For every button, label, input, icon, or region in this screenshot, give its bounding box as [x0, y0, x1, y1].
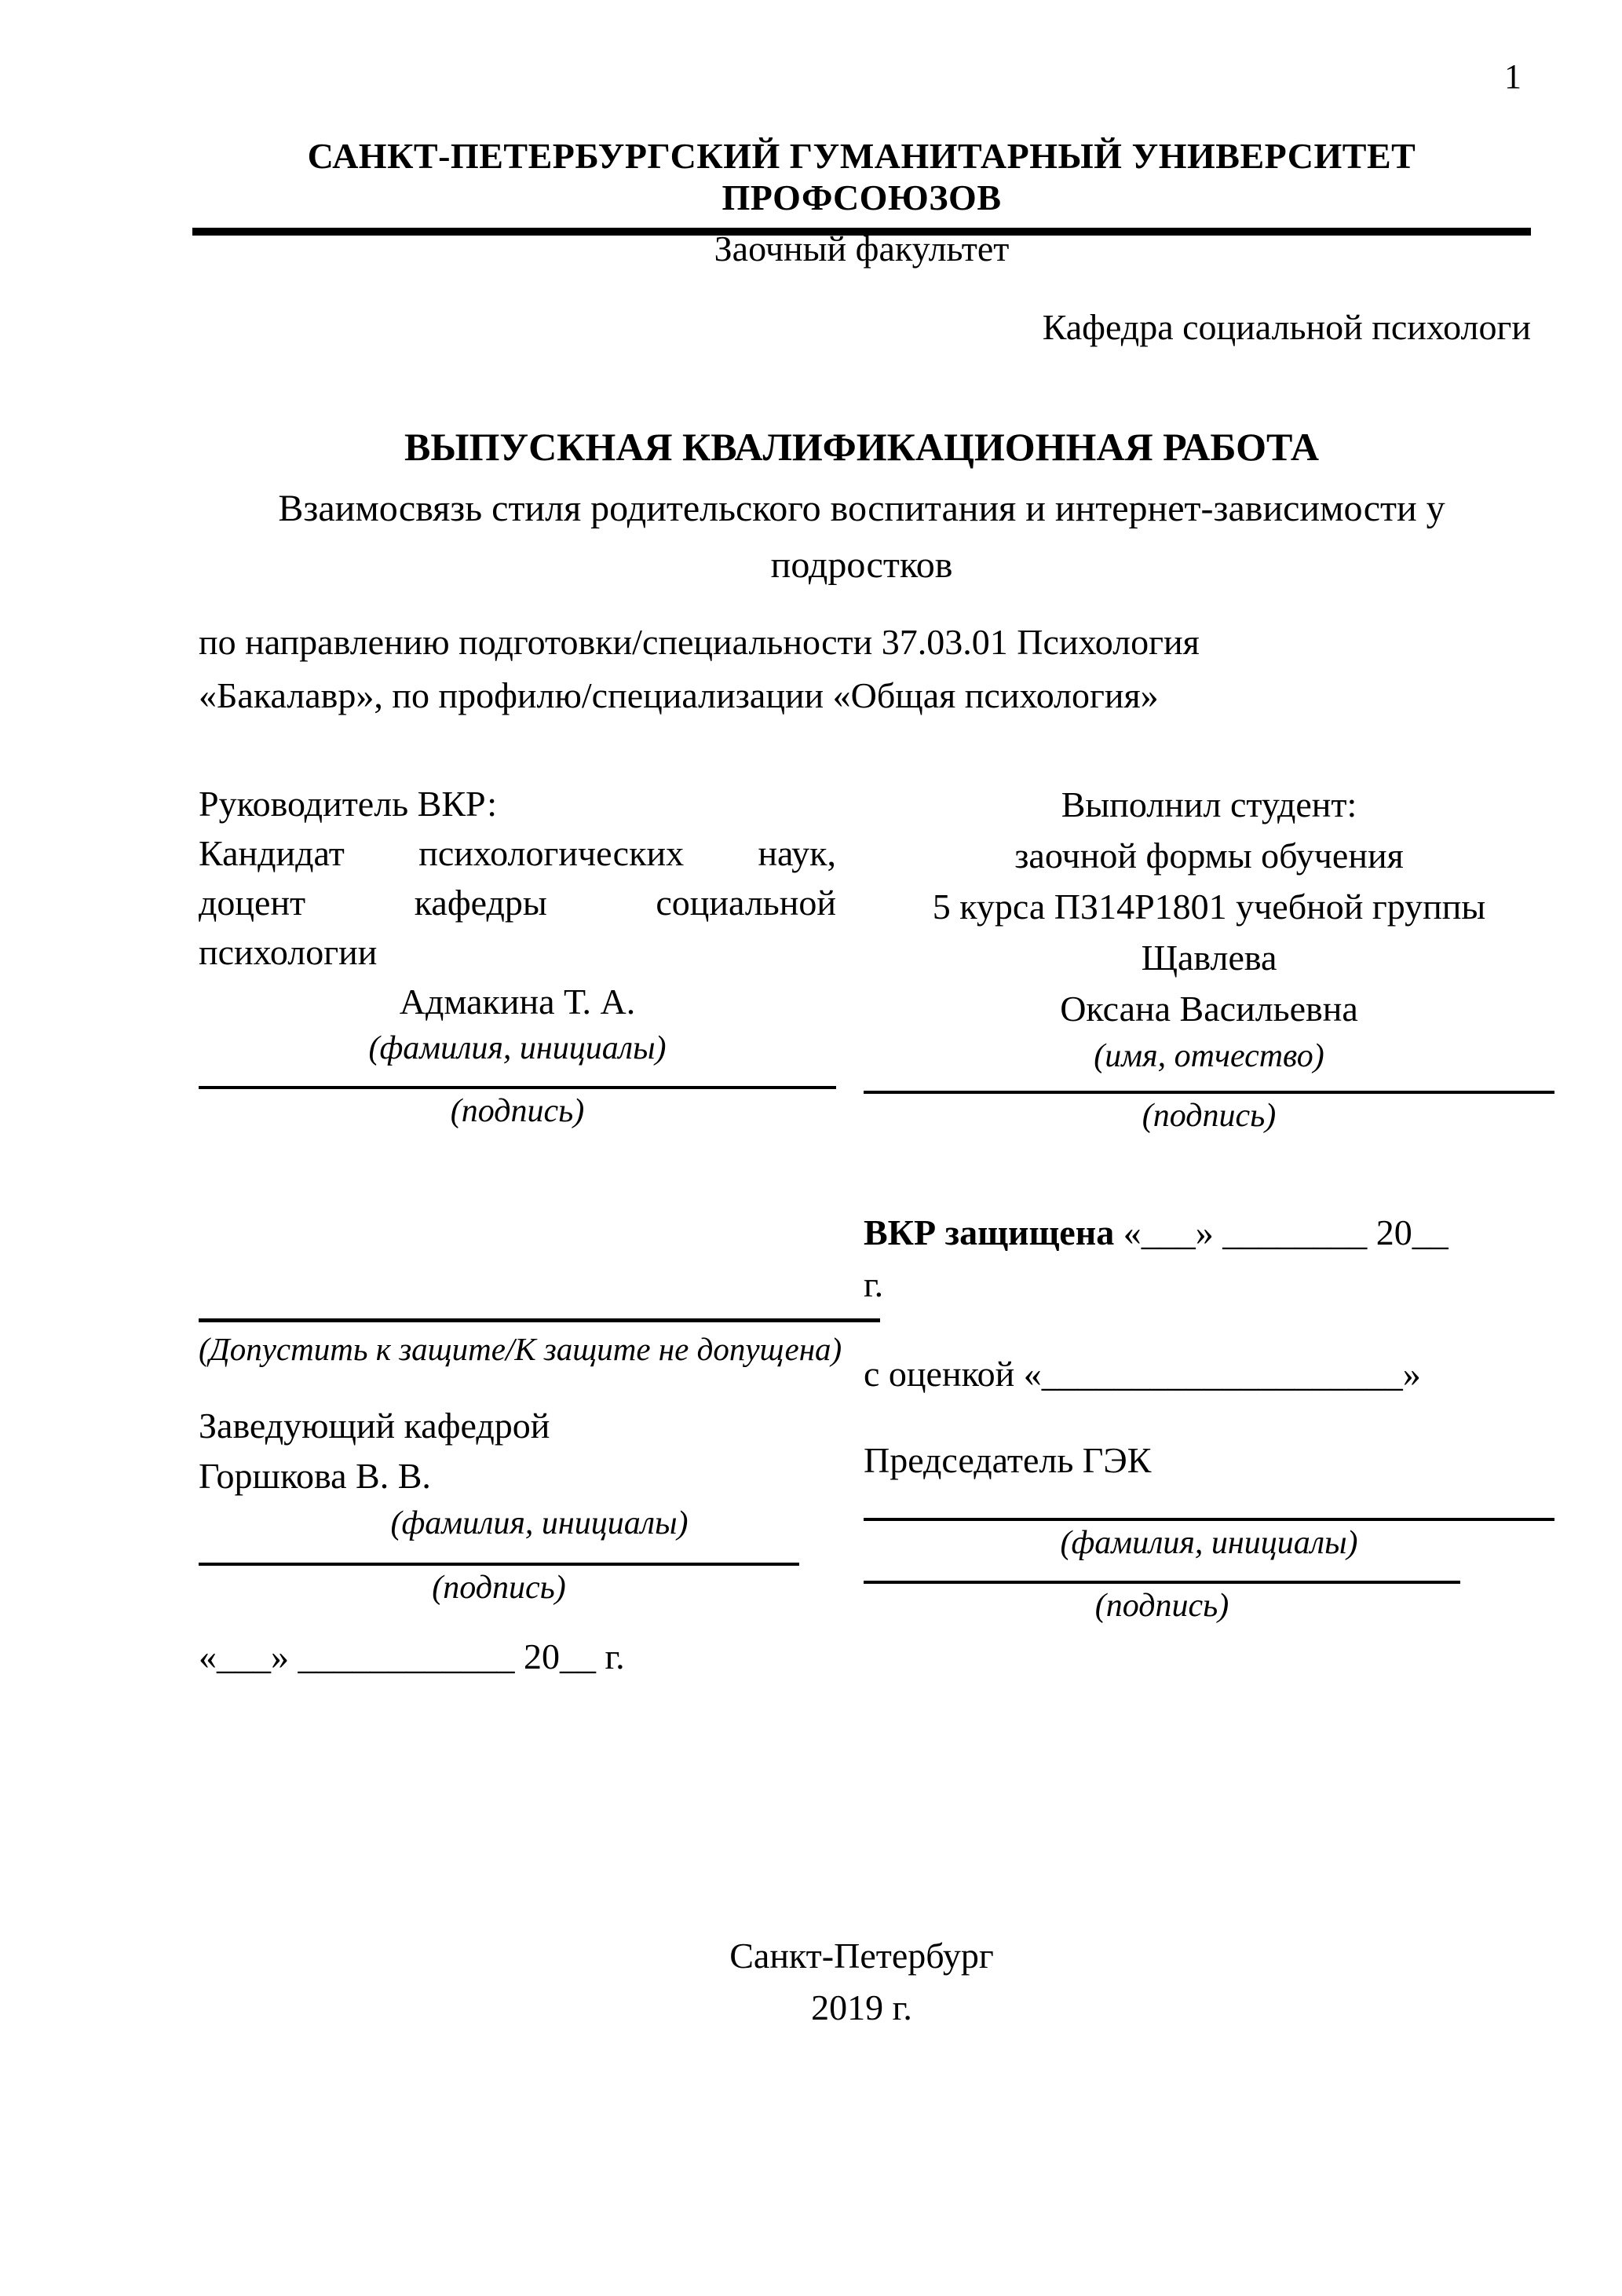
work-subtitle-line2: подростков	[770, 544, 953, 586]
supervisor-signature-caption: (подпись)	[450, 1093, 585, 1129]
chairman-name-line	[864, 1486, 1554, 1521]
direction-block	[199, 616, 1533, 722]
defense-block	[864, 1207, 1554, 1628]
degree-word: доцент	[199, 883, 306, 923]
work-subtitle-line1: Взаимосвязь стиля родительского воспитания и интернет-зависимости у	[278, 488, 1445, 529]
student-line: Щавлева	[1141, 938, 1277, 978]
admission-caption: (Допустить к защите/К защите не допущена)	[199, 1331, 842, 1367]
direction-line2: «Бакалавр», по профилю/специализации «Общая психология»	[199, 675, 1159, 715]
footer-block	[192, 1930, 1531, 2034]
student-name-caption: (имя, отчество)	[1094, 1038, 1324, 1074]
defense-date-label: ВКР защищена	[864, 1212, 1115, 1252]
admission-date-line: «___» ____________ 20__ г.	[199, 1636, 625, 1676]
supervisor-role-label: Руководитель ВКР:	[199, 784, 498, 824]
chairman-signature-caption: (подпись)	[1094, 1588, 1229, 1624]
student-role-label: Выполнил студент:	[1061, 784, 1357, 824]
supervisor-degree-line1	[199, 828, 836, 878]
degree-word: социальной	[656, 883, 836, 923]
supervisor-degree-line3: психологии	[199, 932, 378, 972]
supervisor-degree-line2	[199, 878, 836, 927]
student-signature-line	[864, 1078, 1554, 1094]
footer-year: 2019 г.	[811, 1987, 912, 2027]
degree-word: психологических	[418, 833, 685, 873]
admission-block	[199, 1289, 880, 1682]
degree-word: наук,	[758, 833, 836, 873]
admission-decision-line	[199, 1289, 880, 1322]
student-block	[864, 779, 1554, 1138]
university-name: САНКТ-ПЕТЕРБУРГСКИЙ ГУМАНИТАРНЫЙ УНИВЕРСИТЕТ ПРОФСОЮЗОВ	[192, 135, 1531, 236]
student-signature-caption: (подпись)	[1142, 1098, 1277, 1134]
department-head-name: Горшкова В. В.	[199, 1456, 431, 1496]
supervisor-name-caption: (фамилия, инициалы)	[368, 1030, 667, 1066]
chairman-signature-line	[864, 1565, 1460, 1584]
direction-line1: по направлению подготовки/специальности 37.03.01 Психология	[199, 622, 1200, 662]
chairman-role: Председатель ГЭК	[864, 1440, 1152, 1480]
defense-date-line	[864, 1207, 1554, 1259]
degree-word: Кандидат	[199, 833, 345, 873]
faculty-name: Заочный факультет	[714, 229, 1010, 269]
defense-grade-line: с оценкой «____________________»	[864, 1354, 1421, 1394]
degree-word: кафедры	[414, 883, 547, 923]
student-line: Оксана Васильевна	[1060, 989, 1358, 1029]
defense-date-wrap: г.	[864, 1264, 884, 1304]
page-number: 1	[1504, 57, 1522, 96]
supervisor-block	[199, 779, 836, 1133]
department-head-signature-caption: (подпись)	[432, 1570, 566, 1606]
chairman-name-caption: (фамилия, инициалы)	[1060, 1525, 1358, 1561]
student-line: 5 курса ПЗ14Р1801 учебной группы	[932, 887, 1486, 927]
department-name: Кафедра социальной психологи	[1042, 307, 1531, 347]
supervisor-name: Адмакина Т. А.	[399, 982, 636, 1022]
student-line: заочной формы обучения	[1014, 835, 1404, 876]
supervisor-signature-line	[199, 1070, 836, 1089]
defense-date-blanks: «___» ________ 20__	[1114, 1212, 1448, 1252]
department-head-signature-line	[199, 1545, 799, 1566]
work-type-title: ВЫПУСКНАЯ КВАЛИФИКАЦИОННАЯ РАБОТА	[404, 425, 1319, 469]
footer-city: Санкт-Петербург	[729, 1936, 994, 1976]
department-head-name-caption: (фамилия, инициалы)	[390, 1505, 689, 1541]
department-head-role: Заведующий кафедрой	[199, 1406, 550, 1446]
work-subtitle	[102, 481, 1621, 594]
